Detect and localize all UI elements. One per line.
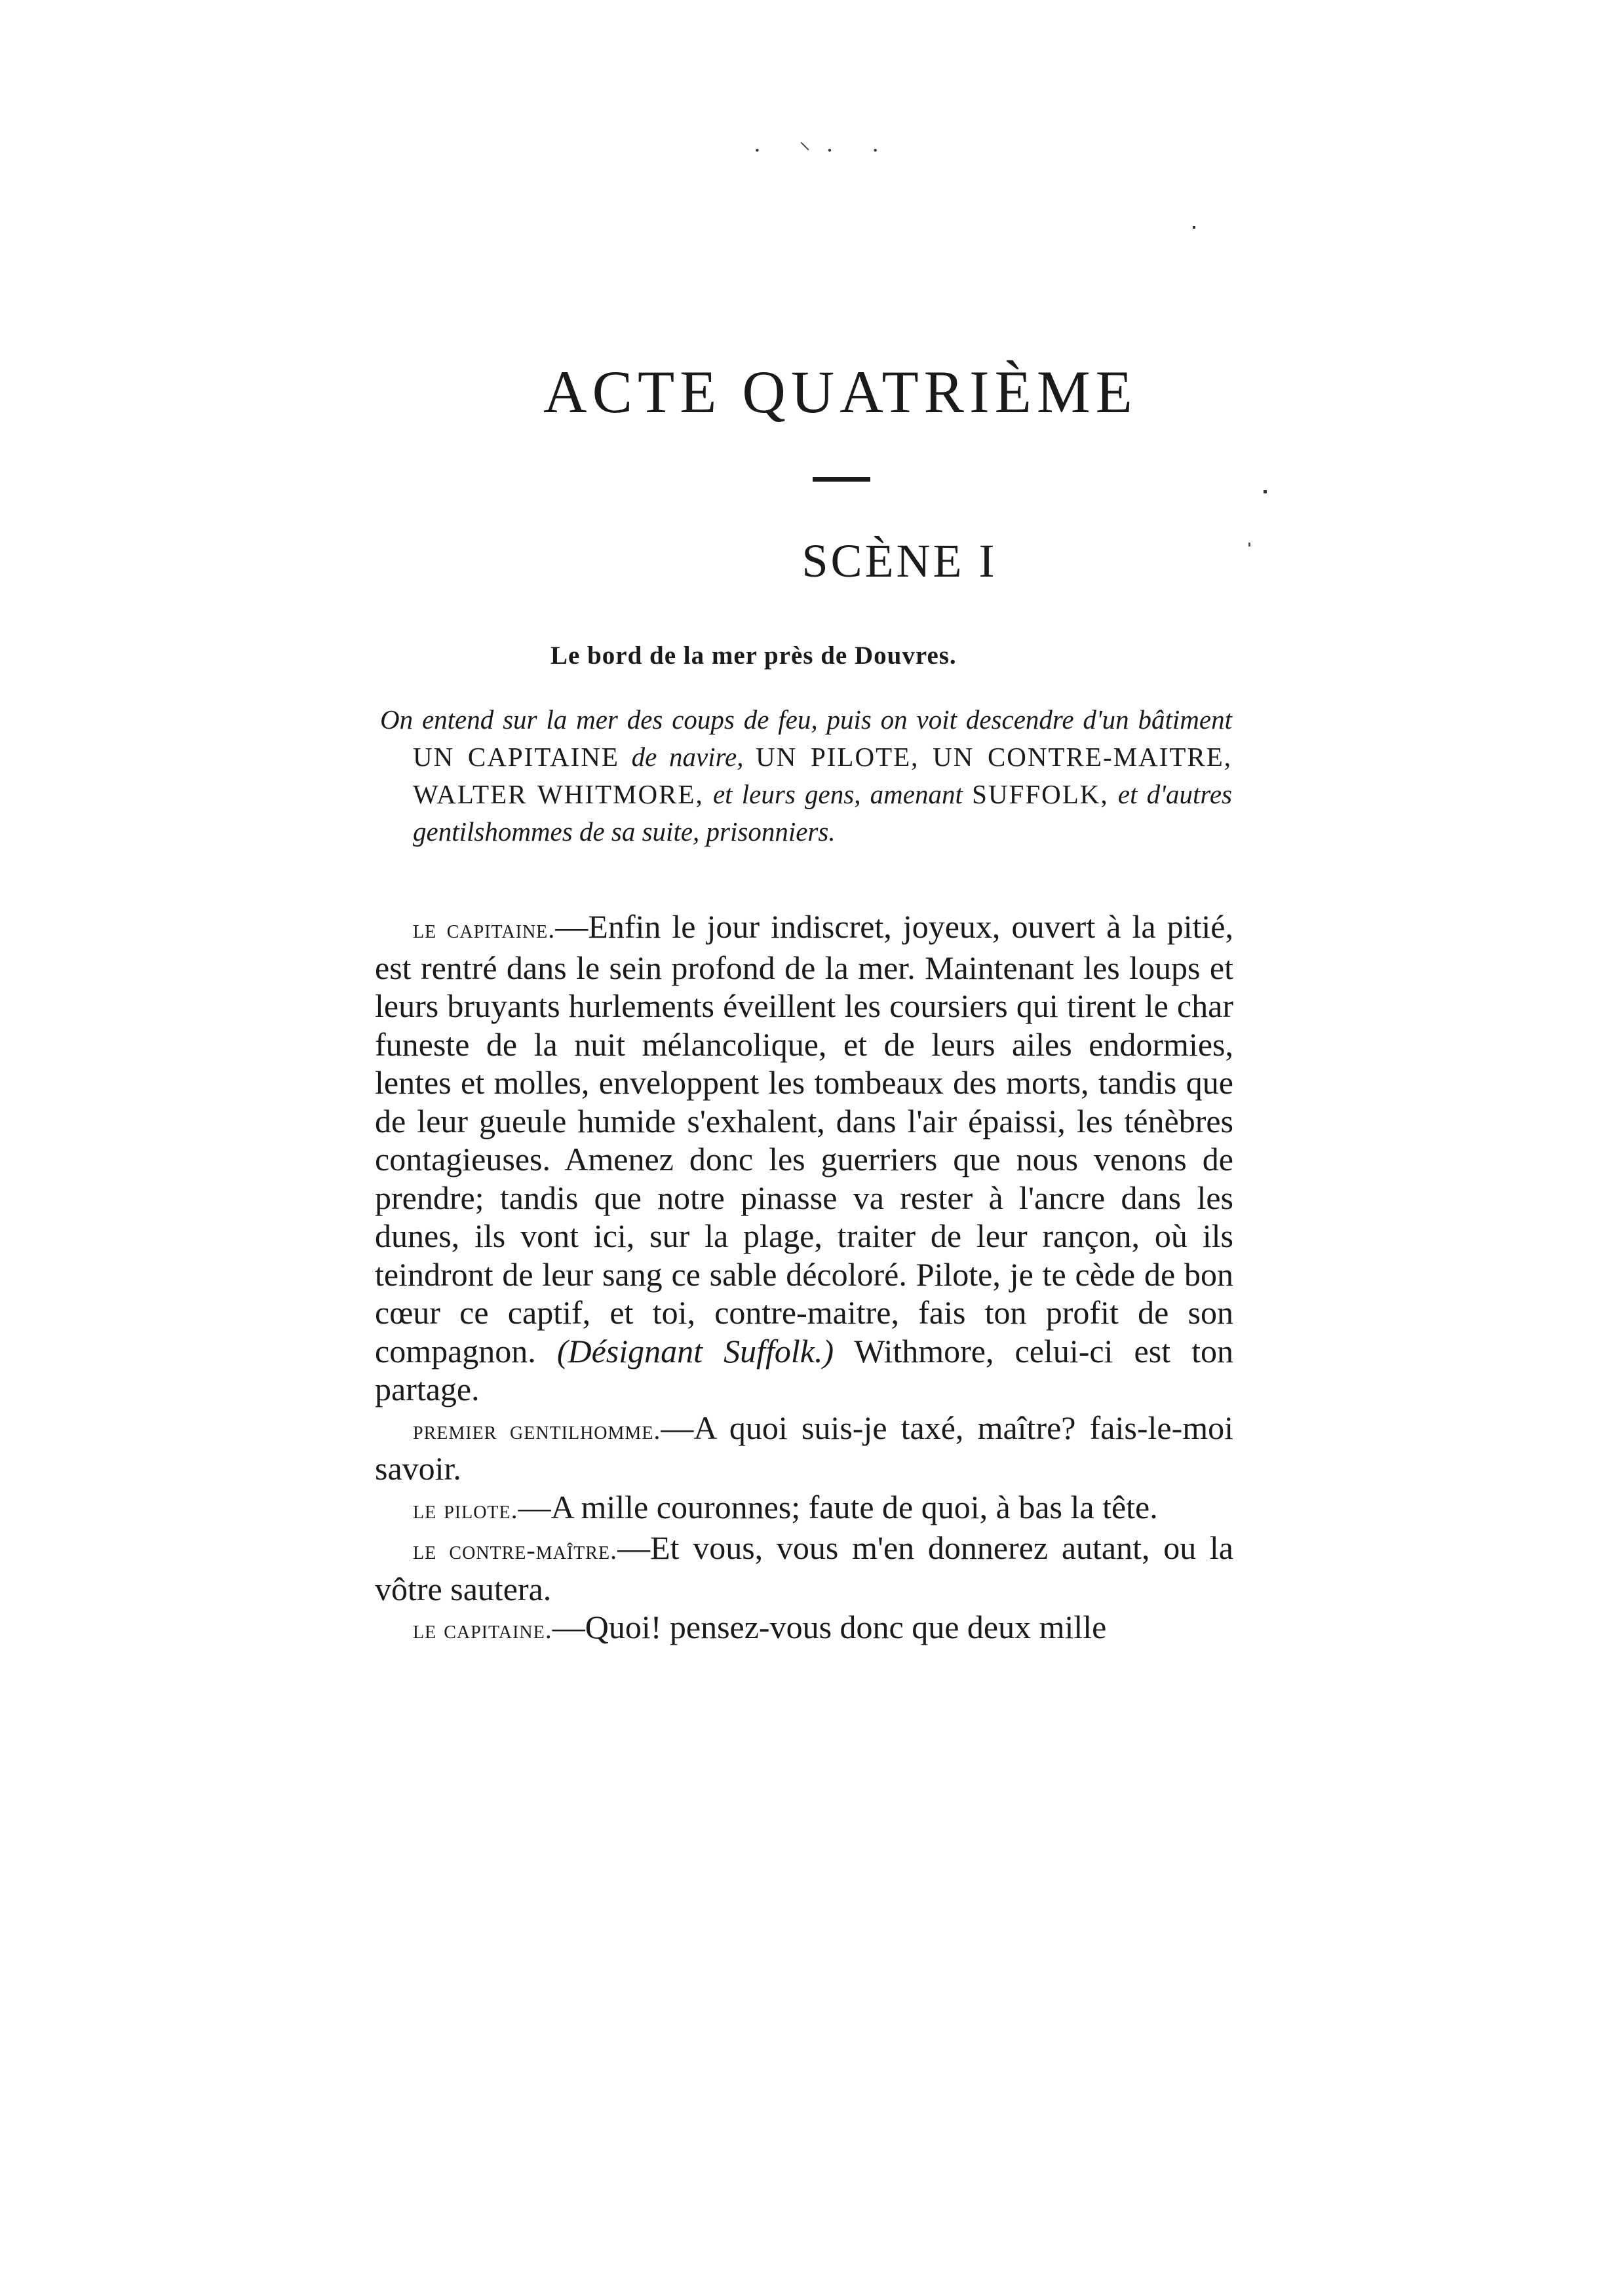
print-speck [1193,226,1195,229]
stage-direction-text: de navire, [631,742,744,772]
speaker-name: le capitaine. [413,914,556,944]
scene-location: Le bord de la mer près de Douvres. [550,641,957,670]
speech-text: —Et vous, vous m'en donnerez autant, ou la vôtre sautera. [375,1529,1234,1607]
speech [375,1488,1233,1529]
speech [375,1608,1233,1649]
speaker-name: premier gentilhomme. [413,1415,661,1445]
speech [375,1529,1233,1608]
speech-text: —Enfin le jour indiscret, joyeux, ouvert à la pitié, est rentré dans le sein profond de la mer. Maintenant les loups et leurs bruyants hurlements éveillent les coursiers qui tirent le char funeste de la nuit mélancolique, et de leurs ailes endormies, lentes et molles, enveloppent les tombeaux des morts, tandis que de leur gueule humide s'exhalent, dans l'air épaissi, les ténèbres contagieuses. Amenez donc les guerriers que nous venons de prendre; tandis que notre pinasse va rester à l'ancre dans les dunes, ils vont ici, sur la plage, traiter de leur rançon, où ils teindront de leur sang ce sable décoloré. Pilote, je te cède de bon cœur ce captif, et toi, contre-maitre, fais ton profit de son compagnon. [375,908,1233,1369]
title-divider [813,477,870,482]
dialogue [375,908,1233,1649]
stage-direction-text: et leurs gens, amenant [712,779,963,809]
speaker-name: le contre-maître. [413,1535,618,1565]
scene-title: SCÈNE I [801,535,997,587]
speech-text: —A mille couronnes; faute de quoi, à bas la tête. [518,1488,1158,1525]
speech-text: —A quoi suis-je taxé, maître? fais-le-moi savoir. [375,1409,1233,1487]
stage-direction [380,701,1232,851]
character-name: UN PILOTE, UN CONTRE-MAITRE, WALTER WHITMORE, [413,742,1233,809]
character-name: UN CAPITAINE [413,742,619,772]
speech-text: —Quoi! pensez-vous donc que deux mille [552,1609,1107,1645]
speech-aside: (Désignant Suffolk.) [556,1332,834,1369]
speaker-name: le pilote. [413,1494,518,1524]
stage-direction-text: On entend sur la mer des coups de feu, puis on voit descendre d'un bâtiment [380,704,1232,735]
act-title: ACTE QUATRIÈME [543,358,1138,425]
speech-text: Withmore, celui-ci est ton partage. [375,1332,1234,1407]
character-name: SUFFOLK, [972,779,1109,809]
header-specks: · ⸌· · [754,138,895,164]
speech [375,908,1233,1409]
stage-direction-text: et d'autres gentilshommes de sa suite, prisonniers. [413,779,1233,847]
speech [375,1409,1233,1488]
print-speck [1264,490,1267,493]
speaker-name: le capitaine. [413,1615,552,1644]
